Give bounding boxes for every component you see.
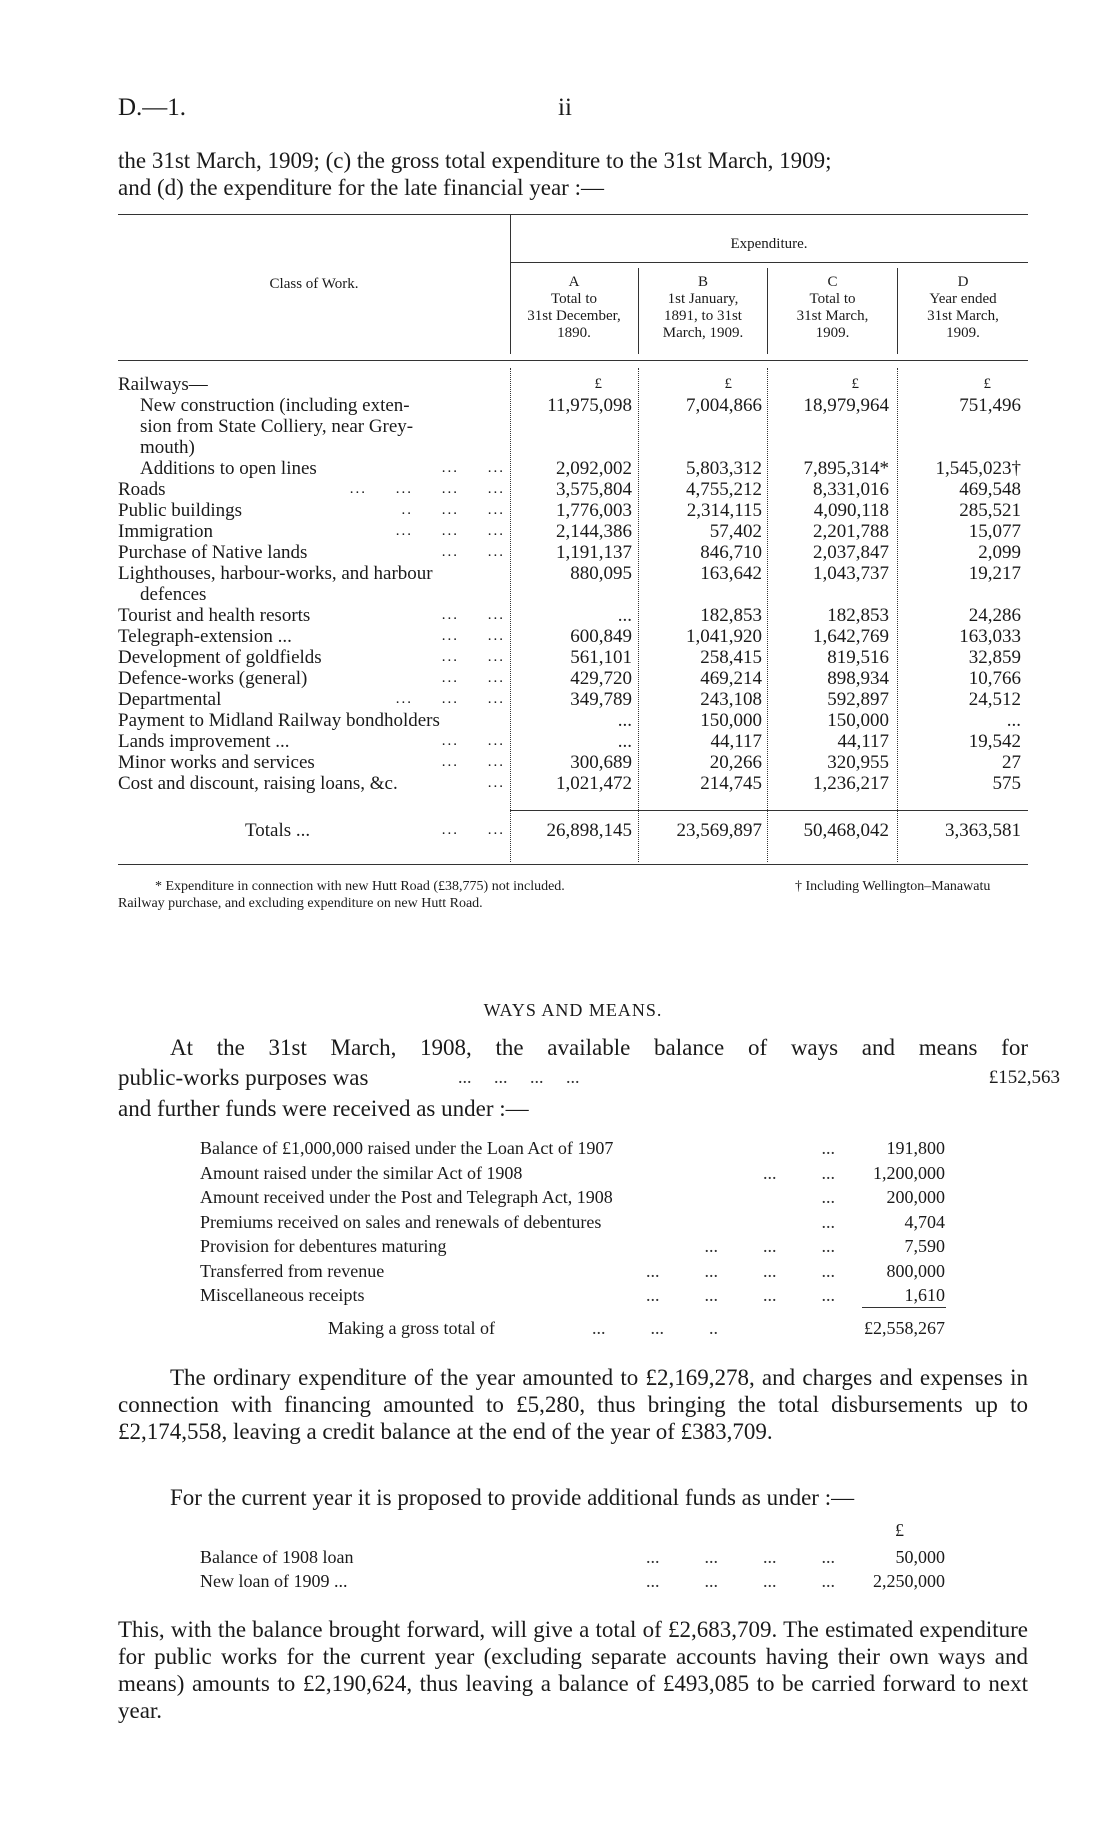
cell-value: 15,077: [968, 521, 1021, 542]
leader-dots: ... ... ...: [395, 691, 505, 707]
totals-top-rule: [510, 810, 1028, 811]
leader-dots: ... ... ..: [592, 1318, 718, 1338]
row-label: sion from State Colliery, near Grey-: [140, 416, 414, 437]
cell-value: ...: [617, 731, 632, 752]
cell-value: 243,108: [700, 689, 762, 710]
cell-value: 429,720: [570, 668, 632, 689]
total-value: 3,363,581: [945, 820, 1021, 841]
cell-value: 1,642,769: [813, 626, 889, 647]
totals-label: Totals ...: [245, 820, 311, 841]
column-title: 1909.: [815, 325, 850, 341]
column-title: 1909.: [946, 325, 980, 341]
table-row: [118, 605, 1028, 626]
public-works-balance-row: [118, 1064, 1060, 1091]
cell-value: 2,201,788: [813, 521, 889, 542]
row-label: Purchase of Native lands: [118, 542, 308, 563]
currency-symbol: £: [851, 376, 859, 392]
column-header-c: [769, 274, 896, 342]
column-title: 1891, to 31st: [664, 308, 742, 324]
footnote-asterisk: * Expenditure in connection with new Hutt Road (£38,775) not included.: [155, 879, 565, 894]
table-row: [118, 563, 1028, 584]
loan-row: [200, 1545, 945, 1569]
cell-value: 349,789: [570, 689, 632, 710]
cell-value: 285,521: [959, 500, 1021, 521]
funds-item-value: 200,000: [886, 1187, 945, 1207]
total-value: 23,569,897: [676, 820, 762, 841]
ordinary-expenditure-paragraph: The ordinary expenditure of the year amounted to £2,169,278, and charges and expenses in connection with financing amounted to £5,280, thus bringing the total disbursements up to £2,174,558, leaving a credit balance at the end of the year of £383,709.: [118, 1365, 1028, 1444]
row-label: Immigration: [118, 521, 213, 542]
cell-value: 4,090,118: [813, 500, 889, 521]
funds-item-label: Amount raised under the similar Act of 1908: [200, 1162, 523, 1183]
table-row: [118, 542, 1028, 563]
row-label: Railways—: [118, 374, 208, 395]
currency-symbol: £: [983, 376, 991, 392]
leader-dots: ... ...: [441, 544, 505, 560]
table-top-rule: [118, 214, 1028, 215]
column-header-a: [512, 274, 636, 342]
cell-value: 7,895,314*: [803, 458, 889, 479]
cell-value: 1,545,023†: [935, 458, 1021, 479]
document-reference: D.—1.: [118, 94, 187, 121]
column-title: Total to: [550, 291, 598, 307]
table-row: [118, 458, 1028, 479]
cell-value: 2,099: [978, 542, 1021, 563]
cell-value: 182,853: [827, 605, 889, 626]
gross-total-row: [200, 1316, 945, 1340]
row-label: Telegraph-extension ...: [118, 626, 292, 647]
cell-value: 150,000: [700, 710, 762, 731]
cell-value: 575: [992, 773, 1021, 794]
footnote-dagger-continued: Railway purchase, and excluding expenditure on new Hutt Road.: [118, 896, 483, 911]
leader-dots: ... ... ...: [395, 523, 505, 539]
funds-item-row: [200, 1259, 945, 1283]
table-row: [118, 584, 1028, 605]
cell-value: 163,642: [700, 563, 762, 584]
leader-dots: ... ...: [441, 670, 505, 686]
page-number: ii: [558, 94, 572, 121]
funds-item-value: 1,200,000: [873, 1162, 945, 1183]
table-header-bottom-rule: [118, 360, 1028, 361]
cell-value: 1,021,472: [556, 773, 632, 794]
cell-value: 24,286: [968, 605, 1021, 626]
funds-item-row: [200, 1136, 945, 1160]
table-row: [118, 710, 1028, 731]
row-label: Tourist and health resorts: [118, 605, 311, 626]
cell-value: ...: [617, 710, 632, 731]
row-label: Additions to open lines: [140, 458, 317, 479]
funds-item-label: Provision for debentures maturing: [200, 1236, 447, 1256]
table-row: [118, 479, 1028, 500]
table-row: [118, 416, 1028, 437]
cell-value: 300,689: [570, 752, 632, 773]
row-label: Cost and discount, raising loans, &c.: [118, 773, 398, 794]
row-label: New construction (including exten-: [140, 395, 410, 416]
cell-value: 469,548: [959, 479, 1021, 500]
funds-item-label: Premiums received on sales and renewals of debentures: [200, 1211, 602, 1232]
intro-line-2: and (d) the expenditure for the late financial year :—: [118, 175, 604, 200]
funds-item-row: [200, 1161, 945, 1185]
cell-value: 1,041,920: [686, 626, 762, 647]
cell-value: 469,214: [700, 668, 762, 689]
ways-paragraph-line-3: and further funds were received as under :—: [118, 1096, 529, 1121]
balance-forward-paragraph: This, with the balance brought forward, will give a total of £2,683,709. The estimated expenditure for public works for the current year (excluding separate accounts having their own ways and means) amounts to £2,190,624, thus leaving a balance of £493,085 to be carried forward to next year.: [118, 1617, 1028, 1723]
leader-dots: ... ...: [441, 822, 505, 838]
column-title: 31st December,: [527, 308, 621, 324]
funds-item-value: 191,800: [886, 1138, 945, 1158]
loan-label: Balance of 1908 loan: [200, 1547, 354, 1567]
cell-value: 18,979,964: [803, 395, 889, 416]
col-divider-bc: [767, 268, 768, 354]
column-title: Total to: [809, 291, 856, 307]
cell-value: ...: [1006, 710, 1021, 731]
col-divider-cd: [897, 268, 898, 354]
public-works-balance-value: £152,563: [988, 1067, 1060, 1088]
cell-value: 1,191,137: [556, 542, 632, 563]
row-label: Roads: [118, 479, 166, 500]
cell-value: 24,512: [968, 689, 1021, 710]
cell-value: 20,266: [709, 752, 762, 773]
cell-value: 320,955: [827, 752, 889, 773]
leader-dots: ... ...: [441, 607, 505, 623]
gross-total-rule: [862, 1307, 946, 1308]
row-label: Public buildings: [118, 500, 243, 521]
footnote-dagger: † Including Wellington–Manawatu: [795, 879, 991, 894]
cell-value: 57,402: [709, 521, 762, 542]
table-row: [118, 395, 1028, 416]
table-row: [118, 500, 1028, 521]
cell-value: 7,004,866: [686, 395, 762, 416]
leader-dots: ...: [821, 1138, 835, 1158]
loan-value: 2,250,000: [873, 1571, 945, 1591]
table-row: [118, 626, 1028, 647]
cell-value: 2,037,847: [813, 542, 889, 563]
cell-value: 592,897: [827, 689, 889, 710]
row-label: Minor works and services: [118, 752, 315, 773]
column-letter: D: [957, 274, 969, 290]
totals-row: [118, 820, 1028, 841]
cell-value: 182,853: [700, 605, 762, 626]
table-header-divider: [510, 214, 511, 354]
table-row: [118, 731, 1028, 752]
leader-dots: ... ...: [441, 649, 505, 665]
currency-symbol: £: [724, 376, 732, 392]
cell-value: 2,314,115: [686, 500, 762, 521]
cell-value: 1,043,737: [813, 563, 889, 584]
cell-value: 819,516: [827, 647, 889, 668]
expenditure-header: Expenditure.: [730, 236, 808, 252]
row-label: mouth): [140, 437, 195, 458]
cell-value: 258,415: [700, 647, 762, 668]
public-works-label: public-works purposes was: [118, 1065, 369, 1090]
cell-value: 4,755,212: [686, 479, 762, 500]
table-row: [118, 668, 1028, 689]
funds-item-row: [200, 1210, 945, 1234]
total-value: 50,468,042: [803, 820, 889, 841]
cell-value: 1,776,003: [556, 500, 632, 521]
funds-item-row: [200, 1234, 945, 1258]
cell-value: 32,859: [968, 647, 1021, 668]
cell-value: 44,117: [837, 731, 889, 752]
funds-item-row: [200, 1283, 945, 1307]
leader-dots: ... ...: [441, 733, 505, 749]
cell-value: 561,101: [570, 647, 632, 668]
cell-value: 2,092,002: [556, 458, 632, 479]
funds-item-value: 4,704: [904, 1211, 945, 1232]
table-row: [118, 773, 1028, 794]
cell-value: 11,975,098: [547, 395, 632, 416]
leader-dots: ...: [821, 1211, 835, 1232]
cell-value: 8,331,016: [813, 479, 889, 500]
row-label: Payment to Midland Railway bondholders: [118, 710, 440, 731]
gross-total-label: Making a gross total of: [328, 1318, 495, 1338]
intro-text: [118, 147, 1028, 201]
table-row: [118, 521, 1028, 542]
cell-value: 150,000: [827, 710, 889, 731]
funds-item-label: Amount received under the Post and Telegraph Act, 1908: [200, 1187, 613, 1207]
cell-value: 880,095: [570, 563, 632, 584]
cell-value: 44,117: [710, 731, 762, 752]
leader-dots: ...: [821, 1187, 835, 1207]
railways-header-row: [118, 374, 1028, 395]
cell-value: 846,710: [700, 542, 762, 563]
gross-total-value: £2,558,267: [864, 1318, 945, 1338]
leader-dots: ... ... ... ...: [646, 1547, 835, 1567]
funds-item-label: Balance of £1,000,000 raised under the Loan Act of 1907: [200, 1138, 614, 1158]
cell-value: 163,033: [959, 626, 1021, 647]
leader-dots: ... ... ... ...: [646, 1285, 835, 1305]
cell-value: 27: [1002, 752, 1021, 773]
cell-value: 5,803,312: [686, 458, 762, 479]
cell-value: 10,766: [968, 668, 1021, 689]
currency-symbol: £: [594, 376, 602, 392]
column-letter: A: [568, 274, 580, 290]
cell-value: ...: [617, 605, 632, 626]
expenditure-header-rule: [510, 262, 1028, 263]
leader-dots: ...: [487, 775, 505, 791]
ways-and-means-heading: WAYS AND MEANS.: [483, 1000, 663, 1020]
cell-value: 600,849: [570, 626, 632, 647]
class-of-work-header: Class of Work.: [269, 276, 359, 292]
loan-row: [200, 1569, 945, 1593]
leader-dots: ... ... ... ...: [458, 1067, 580, 1087]
column-letter: C: [827, 274, 838, 290]
leader-dots: ... ...: [441, 460, 505, 476]
leader-dots: .. ... ...: [401, 502, 505, 518]
column-title: Year ended: [929, 291, 997, 307]
row-label: Lands improvement ...: [118, 731, 290, 752]
col-divider-ab: [638, 268, 639, 354]
column-title: 1890.: [557, 325, 591, 341]
current-year-paragraph: For the current year it is proposed to provide additional funds as under :—: [170, 1485, 855, 1510]
table-row: [118, 752, 1028, 773]
column-header-d: [899, 274, 1027, 342]
loans-currency-symbol: £: [895, 1520, 904, 1540]
row-label: Departmental: [118, 689, 222, 710]
column-title: 31st March,: [796, 308, 869, 324]
cell-value: 898,934: [827, 668, 889, 689]
funds-item-label: Miscellaneous receipts: [200, 1285, 365, 1305]
row-label: defences: [140, 584, 207, 605]
column-title: 1st January,: [667, 291, 739, 307]
table-row: [118, 647, 1028, 668]
cell-value: 3,575,804: [556, 479, 632, 500]
funds-item-value: 1,610: [904, 1285, 945, 1305]
table-row: [118, 689, 1028, 710]
cell-value: 19,217: [968, 563, 1021, 584]
loan-label: New loan of 1909 ...: [200, 1571, 348, 1591]
loan-value: 50,000: [895, 1547, 945, 1567]
intro-line-1: the 31st March, 1909; (c) the gross total expenditure to the 31st March, 1909;: [118, 148, 832, 173]
row-label: Defence-works (general): [118, 668, 308, 689]
column-letter: B: [697, 274, 708, 290]
leader-dots: ... ...: [763, 1162, 835, 1183]
cell-value: 2,144,386: [556, 521, 632, 542]
total-value: 26,898,145: [546, 820, 632, 841]
table-bottom-rule: [118, 864, 1028, 865]
funds-item-value: 800,000: [886, 1260, 945, 1281]
leader-dots: ... ... ... ...: [646, 1571, 835, 1591]
funds-item-label: Transferred from revenue: [200, 1260, 385, 1281]
funds-item-row: [200, 1185, 945, 1209]
ways-paragraph-line-1: At the 31st March, 1908, the available balance of ways and means for: [170, 1035, 1028, 1060]
cell-value: 214,745: [700, 773, 762, 794]
leader-dots: ... ... ... ...: [349, 481, 505, 497]
leader-dots: ... ... ...: [704, 1236, 835, 1256]
cell-value: 751,496: [959, 395, 1021, 416]
column-title: 31st March,: [927, 308, 999, 324]
cell-value: 19,542: [968, 731, 1021, 752]
table-row: [118, 437, 1028, 458]
funds-item-value: 7,590: [904, 1236, 945, 1256]
cell-value: 1,236,217: [813, 773, 889, 794]
leader-dots: ... ...: [441, 754, 505, 770]
row-label: Development of goldfields: [118, 647, 322, 668]
row-label: Lighthouses, harbour-works, and harbour: [118, 563, 433, 584]
leader-dots: ... ... ... ...: [646, 1260, 835, 1281]
leader-dots: ... ...: [441, 628, 505, 644]
column-title: March, 1909.: [662, 325, 744, 341]
column-header-b: [640, 274, 766, 342]
